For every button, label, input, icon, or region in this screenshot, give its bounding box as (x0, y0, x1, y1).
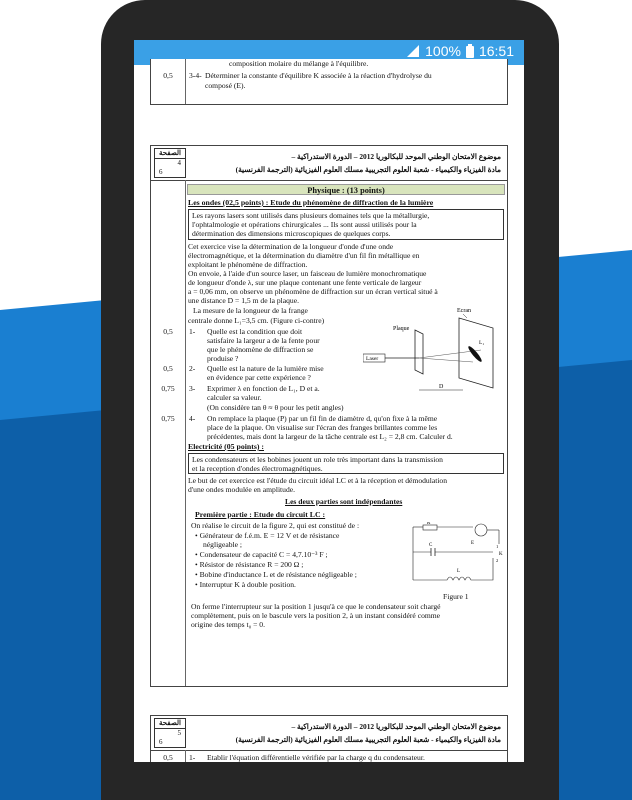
svg-text:2: 2 (496, 558, 499, 563)
header-subject: مادة الفيزياء والكيمياء - شعبة العلوم التجريبية مسلك العلوم الفيزيائية (الترجمة الفرنسية) (235, 735, 501, 744)
document-viewer[interactable] (134, 59, 524, 762)
question-score: 0,5 (163, 327, 173, 336)
page-3-bottom (150, 59, 508, 105)
electricite-title: Electricité (05 points) : (188, 442, 264, 451)
question-score: 0,5 (163, 753, 173, 762)
page-header (151, 146, 507, 181)
figure-label-d: D (439, 384, 444, 390)
ondes-intro-box: Les rayons lasers sont utilisés dans plusieurs domaines tels que la métallurgie, l'ophtalmologie et opérations chirurgicales ... Ils sont aussi utilisés pour la détermination des dimensions microscopiques de quelques corps. (188, 209, 504, 240)
battery-level: 100% (425, 43, 461, 59)
question-score: 0,5 (163, 364, 173, 373)
svg-text:C: C (429, 543, 433, 548)
page-4: الصفحة 4 6 موضوع الامتحان الوطني الموحد للبكالوريا 2012 – الدورة الاستدراكية – مادة الفيزياء والكيمياء - شعبة العلوم التجريبية مسلك العلوم الفيزيائية (الترجمة الفرنسية) Physique : (13 points) Les ondes (02,5 points) : Etude du phénomène de diffraction de la lumière Les rayons lasers sont utilisés dans plusieurs domaines tels que la métallurgie, l'ophtalmologie et opérations chirurgicales ... Ils sont aussi utilisés pour la détermination des dimensions microscopiques de quelques corps. Cet exercice vise la détermination de la longueur d'onde d'une onde électromagnétique, et la détermination du diamètre d'un fil fin métallique en exploitant le phénomène de diffraction. On envoie, à l'aide d'un source laser, un faisceau de lumière monochromatique de longueur d'onde λ, sur une plaque contenant une fente verticale de largeur a = 0,06 mm, on observe un phénomène de diffraction sur un écran vertical situé à une distance D = 1,5 m de la plaque. La mesure de la longueur de la frange centrale donne L₁=3,5 cm. (Figure ci-contre) Ecran Plaque Laser L₁ D 0,5 1- Quelle est la condition que doit satisfaire la largeur a de la fente pour que le phénomène de diffraction se produise ? 0,5 2- Quelle est la nature de la lumière mise en évidence par cette expérience ? 0,75 3- Exprimer λ en fonction de L₁, D et a. calculer sa valeur. (On considère tan θ ≈ θ pour les petit angles) 0,75 4- On remplace la plaque (P) par un fil fin de diamètre d, qu'on fixe à la même place de la plaque. On visualise sur l'écran des franges brillantes comme les précédentes, mais dont la largeur de la tâche centrale est L₂ = 2,8 cm. Calculer d. Electricité (05 points) : Les condensateurs et les bobines jouent un role très important dans la transmission et la reception d'ondes électromagnétiques. Le but de cet exercice est l'étude du circuit idéal LC et à la réception et démodulation d'une ondes modulée en amplitude. Les deux parties sont indépendantes Première partie : Etude du circuit LC : On réalise le circuit de la figure 2, qui est constitué de : • Générateur de f.é.m. E = 12 V et de résistance négligeable ; • Condensateur de capacité C = 4,7.10⁻³ F ; • Résistor de résistance R = 200 Ω ; • Bobine d'inductance L et de résistance négligeable ; • Interruptur K à double position. R E C 1 K 2 L Figure 1 On ferme l'interrupteur sur la position 1 jusqu'à ce que le condensateur soit chargé complètement, puis on le bascule vers la position 2, à un instant considéré comme origine des temps t₀ = 0. (150, 145, 508, 687)
svg-text:K: K (499, 552, 503, 557)
figure-label-ecran: Ecran (457, 308, 471, 314)
signal-icon (406, 44, 420, 58)
physique-title: Physique : (13 points) (187, 184, 505, 195)
electricite-intro-box: Les condensateurs et les bobines jouent un role très important dans la transmission et la reception d'ondes électromagnétiques. (188, 453, 504, 474)
figure-label-plaque: Plaque (393, 326, 410, 332)
page-number-box: الصفحة 5 6 (154, 718, 186, 748)
two-parts-note: Les deux parties sont indépendantes (285, 497, 403, 506)
page-5: الصفحة 5 6 موضوع الامتحان الوطني الموحد للبكالوريا 2012 – الدورة الاستدراكية – مادة الفيزياء والكيمياء - شعبة العلوم التجريبية مسلك العلوم الفيزيائية (الترجمة الفرنسية) 0,5 1- Etablir l'équation différentielle vérifiée par la charge q du condensateur. (150, 715, 508, 762)
svg-text:E: E (471, 541, 475, 546)
question-text: composé (E). (205, 81, 246, 90)
header-title: موضوع الامتحان الوطني الموحد للبكالوريا 2012 – الدورة الاستدراكية – (291, 722, 501, 731)
ondes-title: Les ondes (02,5 points) : Etude du phénomène de diffraction de la lumière (188, 198, 434, 207)
svg-text:R: R (427, 522, 431, 526)
page-header (151, 716, 507, 751)
page-number-box: الصفحة 4 6 (154, 148, 186, 178)
diffraction-figure (363, 304, 505, 404)
svg-text:L: L (457, 569, 461, 574)
question-number: 3-4- (189, 71, 202, 80)
header-subject: مادة الفيزياء والكيمياء - شعبة العلوم التجريبية مسلك العلوم الفيزيائية (الترجمة الفرنسية) (235, 165, 501, 174)
cut-line: composition molaire du mélange à l'équilibre. (229, 59, 369, 68)
clock: 16:51 (478, 43, 514, 59)
question-text: Déterminer la constante d'équilibre K associée à la réaction d'hydrolyse du (205, 71, 432, 80)
svg-text:1: 1 (496, 544, 499, 549)
header-title: موضوع الامتحان الوطني الموحد للبكالوريا 2012 – الدورة الاستدراكية – (291, 152, 501, 161)
question-score: 0,75 (161, 414, 175, 423)
question-score: 0,75 (161, 384, 175, 393)
question-score: 0,5 (163, 71, 173, 80)
figure-label-l1: L₁ (479, 340, 485, 346)
circuit-figure (411, 522, 505, 590)
part-1-title: Première partie : Etude du circuit LC : (195, 510, 326, 519)
figure-caption: Figure 1 (443, 592, 469, 601)
screen (134, 40, 524, 762)
battery-icon (466, 44, 474, 58)
figure-label-laser: Laser (366, 356, 379, 362)
